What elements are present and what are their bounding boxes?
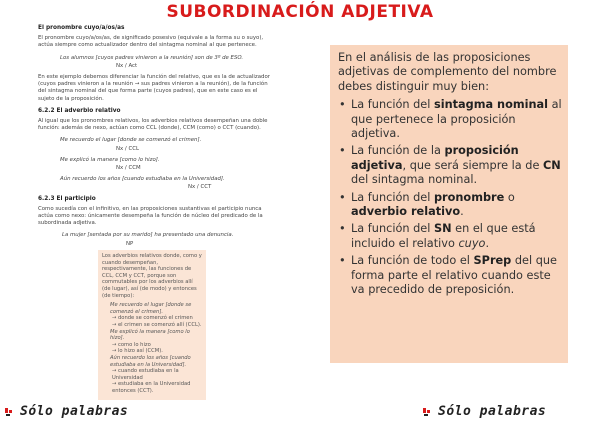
note-box — [98, 250, 206, 400]
example-sentence: Me recuerdo el lugar [donde se comenzó el crimen]. — [60, 137, 202, 144]
paragraph-pronombre: El pronombre cuyo/a/os/as, de significado posesivo (equivale a la forma su o suyo), actúa siempre como actualizador dentro del sintagma nominal al que pertenece. — [38, 35, 264, 49]
list-item — [338, 254, 562, 297]
item-text: en el que está incluido el relativo — [351, 222, 536, 250]
item-text: La función del — [351, 98, 434, 112]
note-bullet: → estudiaba en la Universidad entonces (CCT). — [112, 381, 191, 394]
page-title: SUBORDINACIÓN ADJETIVA — [166, 2, 434, 22]
note-example: Me explicó la manera [como lo hizo]. — [110, 328, 190, 342]
analysis-tag: NP — [126, 240, 134, 247]
summary-list — [338, 98, 562, 297]
item-text: . — [460, 205, 464, 219]
summary-intro: En el análisis de las proposiciones adjetivas de complemento del nombre debes distinguir muy bien: — [338, 51, 557, 93]
note-bullet: → donde se comenzó el crimen — [112, 315, 193, 322]
example-sentence: La mujer [sentada por su marido] ha presentado una denuncia. — [62, 232, 234, 239]
brand-logo: Sólo palabras — [438, 404, 547, 419]
item-text: del sintagma nominal. — [351, 173, 478, 187]
analysis-tag: Nx / CCL — [116, 145, 139, 152]
item-text: , que será siempre la de — [402, 158, 544, 172]
item-text: al que pertenece la proposición adjetiva. — [351, 98, 562, 141]
item-keyword: sintagma nominal — [433, 98, 549, 112]
section-heading-participio: 6.2.3 El participio — [38, 195, 96, 202]
item-text: . — [485, 236, 490, 250]
example-sentence: Aún recuerdo los años [cuando estudiaba en la Universidad]. — [60, 176, 225, 183]
note-bullet: → cuando estudiaba en la Universidad — [112, 368, 179, 381]
paragraph-participio: Como sucedía con el infinitivo, en las proposiciones sustantivas el participio nunca actúa como nexo: únicamente desempeña la función de núcleo del predicado de la subordinada adjetiva. — [38, 205, 263, 227]
analysis-tag: Nx / Act — [116, 62, 138, 69]
logo-icon — [422, 408, 432, 420]
summary-box — [330, 45, 568, 363]
list-item — [338, 98, 562, 141]
textbook-page — [38, 22, 272, 252]
item-keyword: pronombre — [433, 190, 505, 204]
item-keyword: cuyo — [458, 236, 486, 250]
note-bullet: → como lo hizo — [112, 341, 151, 348]
list-item — [338, 191, 562, 220]
list-item — [338, 144, 562, 187]
item-keyword: proposición adjetiva — [351, 144, 519, 172]
item-text: La función de la — [351, 144, 445, 158]
item-keyword: SN — [433, 222, 452, 236]
list-item — [338, 222, 562, 251]
item-text: La función de todo el — [351, 254, 474, 268]
section-heading-adverbio: 6.2.2 El adverbio relativo — [38, 107, 121, 114]
note-bullet: → el crimen se comenzó allí (CCL). — [112, 321, 202, 328]
item-text: del que forma parte el relativo cuando este va precedido de preposición. — [351, 254, 558, 297]
item-text: La función del — [351, 222, 434, 236]
analysis-tag: Nx / CCM — [116, 165, 141, 172]
note-example: Aún recuerdo los años [cuando estudiaba en la Universidad]. — [110, 354, 191, 368]
note-example: Me recuerdo el lugar [donde se comenzó el crimen]. — [110, 302, 192, 315]
brand-logo: Sólo palabras — [20, 404, 129, 419]
paragraph-adverbio: Al igual que los pronombres relativos, los adverbios relativos desempeñan una doble función: además de nexo, actúan como CCL (donde), CCM (como) o CCT (cuando). — [38, 118, 268, 132]
analysis-tag: Nx / CCT — [188, 184, 212, 191]
item-keyword: SPrep — [473, 254, 512, 268]
note-bullet: → lo hizo así (CCM). — [112, 348, 163, 355]
item-keyword: CN — [543, 158, 561, 172]
logo-icon — [4, 408, 14, 420]
item-text: o — [504, 190, 515, 204]
example-sentence: Me explicó la manera [como lo hizo]. — [60, 156, 160, 163]
item-keyword: adverbio relativo — [351, 205, 461, 219]
paragraph-note: En este ejemplo debemos diferenciar la función del relativo, que es la de actualizador (cuyos padres vinieron a la reunión → sus padres vinieron a la reunión), de la función del sintagma nominal del que forma parte (cuyos padres), que en este caso es el sujeto de la proposición. — [38, 74, 270, 102]
example-sentence: Los alumnos [cuyos padres vinieron a la reunión] son de 3º de ESO. — [60, 54, 244, 61]
section-heading-pronombre: El pronombre cuyo/a/os/as — [38, 25, 125, 31]
item-text: La función del — [351, 190, 434, 204]
note-paragraph: Los adverbios relativos donde, como y cuando desempeñan, respectivamente, las funciones de CCL, CCM y CCT, porque son commutables por los adverbios allí (de lugar), así (de modo) y entonces (de tiempo): — [102, 253, 202, 299]
